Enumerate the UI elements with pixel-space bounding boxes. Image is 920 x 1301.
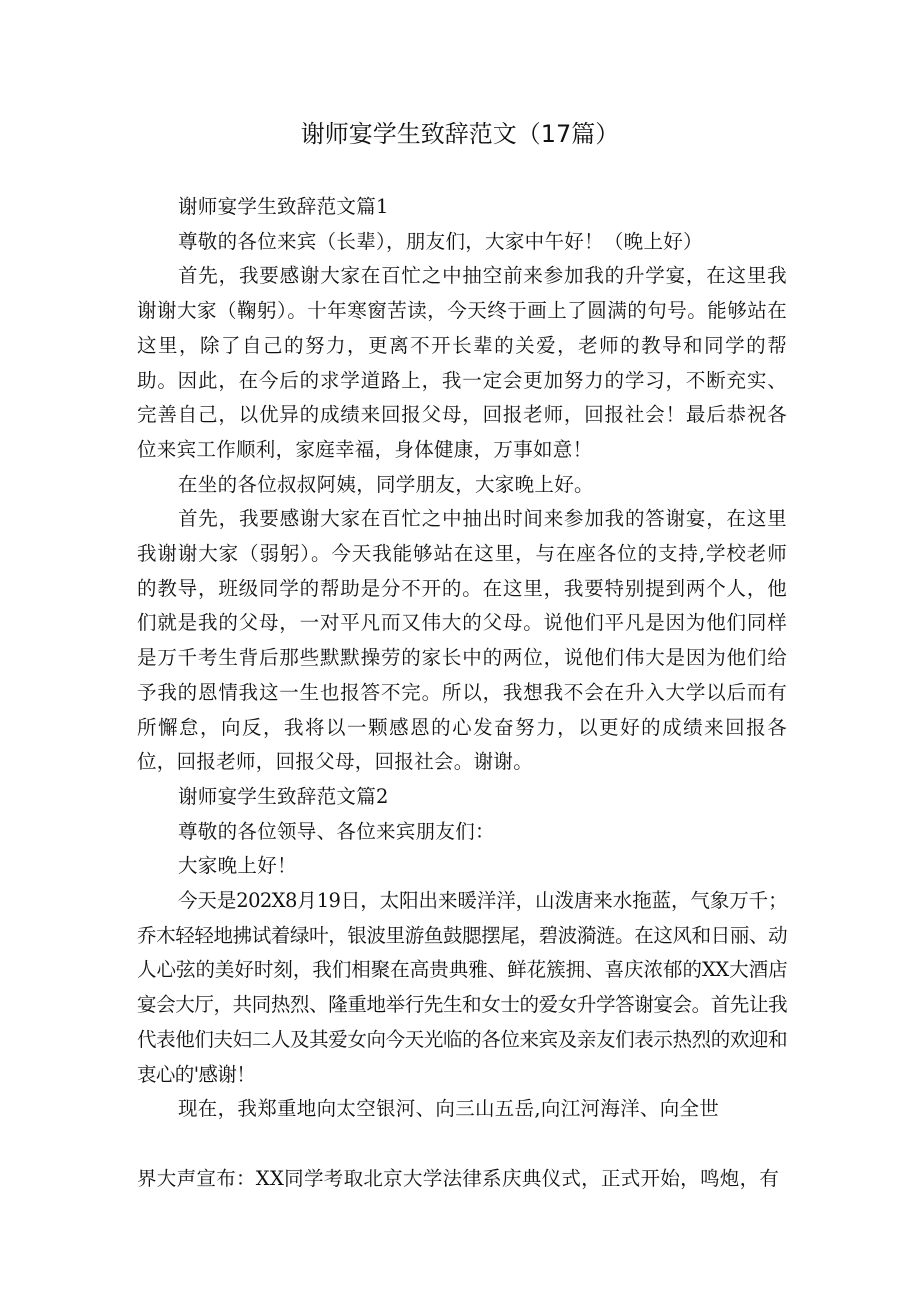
section-heading-1: 谢师宴学生致辞范文篇1 [178, 195, 389, 218]
greeting-paragraph-3: 尊敬的各位领导、各位来宾朋友们： [178, 819, 495, 843]
document-body [137, 190, 787, 1197]
body-paragraph-4: 现在，我郑重地向太空银河、向三山五岳,向江河海洋、向全世 [178, 1097, 720, 1121]
section-heading-2: 谢师宴学生致辞范文篇2 [178, 784, 389, 808]
greeting-paragraph-2: 在坐的各位叔叔阿姨，同学朋友，大家晚上好。 [178, 472, 594, 496]
body-paragraph-1: 首先，我要感谢大家在百忙之中抽空前来参加我的升学宴，在这里我谢谢大家（鞠躬）。十年寒窗苦读，今天终于画上了圆满的句号。能够站在这里，除了自己的努力，更离不开长辈的关爱，老师的教导和同学的帮助。因此，在今后的求学道路上，我一定会更加努力的学习，不断充实、完善自己，以优异的成绩来回报父母，回报老师，回报社会！最后恭祝各位来宾工作顺利，家庭幸福，身体健康，万事如意！ [137, 264, 787, 461]
greeting-paragraph-1: 尊敬的各位来宾（长辈），朋友们，大家中午好！（晚上好） [178, 229, 703, 253]
body-paragraph-5: 界大声宣布：XX同学考取北京大学法律系庆典仪式，正式开始，鸣炮，有 [137, 1166, 780, 1190]
body-paragraph-3: 今天是202X8月19日，太阳出来暖洋洋，山泼唐来水拖蓝，气象万千；乔木轻轻地拂试着绿叶，银波里游鱼鼓腮摆尾，碧波漪涟。在这风和日丽、动人心弦的美好时刻，我们相聚在高贵典雅、鲜花簇拥、喜庆浓郁的XX大酒店宴会大厅，共同热烈、隆重地举行先生和女士的爱女升学答谢宴会。首先让我代表他们夫妇二人及其爱女向今天光临的各位来宾及亲友们表示热烈的欢迎和衷心的'感谢！ [137, 889, 787, 1086]
body-paragraph-2: 首先，我要感谢大家在百忙之中抽出时间来参加我的答谢宴，在这里我谢谢大家（弱躬）。今天我能够站在这里，与在座各位的支持,学校老师的教导，班级同学的帮助是分不开的。在这里，我要特别提到两个人，他们就是我的父母，一对平凡而又伟大的父母。说他们平凡是因为他们同样是万千考生背后那些默默操劳的家长中的两位，说他们伟大是因为他们给予我的恩情我这一生也报答不完。所以，我想我不会在升入大学以后而有所懈怠，向反，我将以一颗感恩的心发奋努力，以更好的成绩来回报各位，回报老师，回报父母，回报社会。谢谢。 [137, 507, 787, 774]
document-title: 谢师宴学生致辞范文（17篇） [300, 120, 620, 148]
greeting-paragraph-4: 大家晚上好！ [178, 854, 297, 878]
